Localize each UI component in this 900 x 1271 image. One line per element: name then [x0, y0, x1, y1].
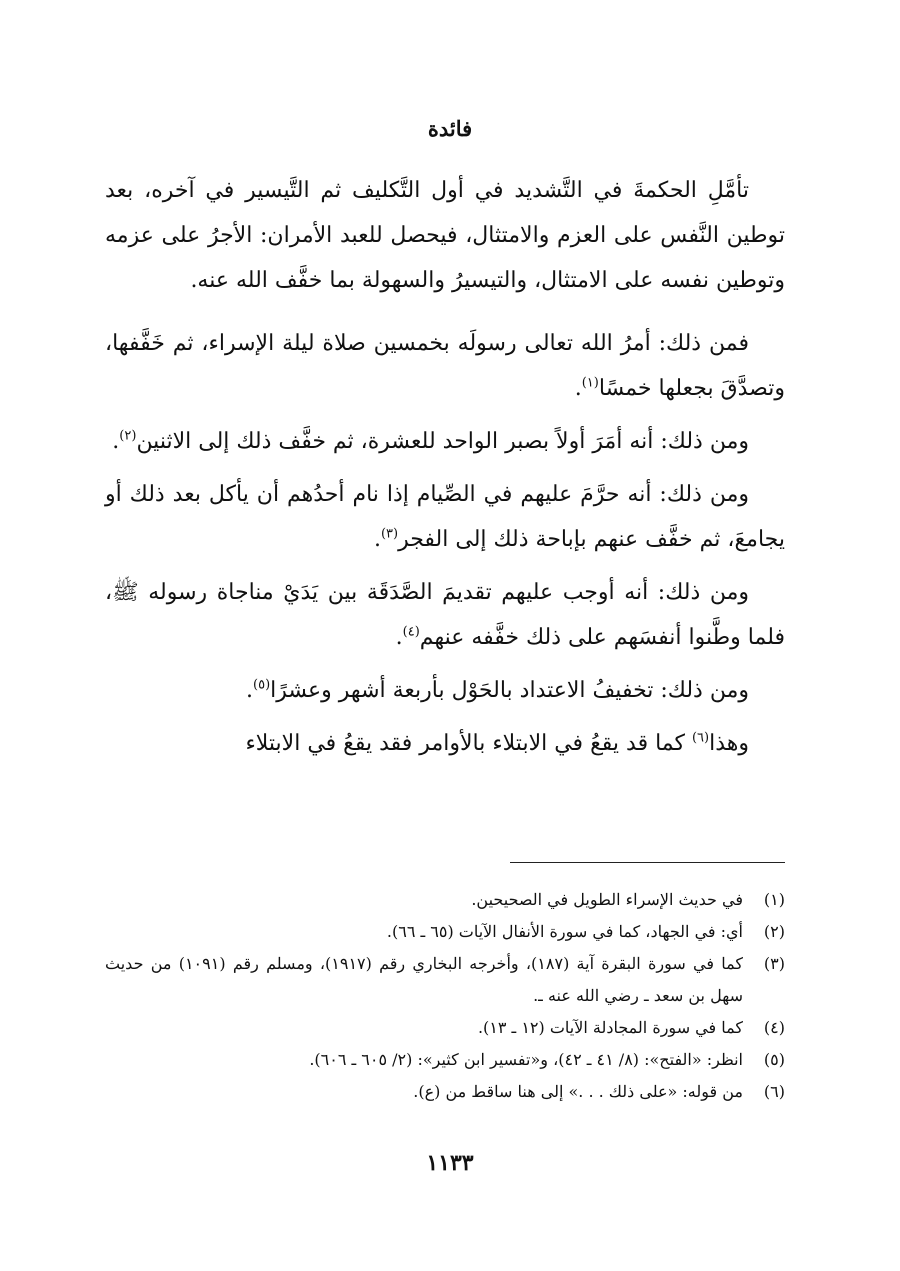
paragraph-example-3	[105, 472, 785, 562]
paragraph-example-2	[105, 419, 785, 464]
footnote-text: من قوله: «على ذلك . . .» إلى هنا ساقط من (ع).	[413, 1082, 743, 1101]
footnote-item	[105, 884, 785, 916]
footnote-ref-5[interactable]: (٥)	[253, 677, 271, 693]
paragraph-example-4	[105, 570, 785, 660]
footnote-item	[105, 1076, 785, 1108]
paragraph-text: ومن ذلك: تخفيفُ الاعتداد بالحَوْل بأربعة أشهر وعشرًا	[270, 678, 749, 703]
footnote-separator	[510, 862, 785, 863]
footnote-text: كما في سورة المجادلة الآيات (١٢ ـ ١٣).	[477, 1018, 743, 1037]
paragraph-text: فمن ذلك: أمرُ الله تعالى رسولَه بخمسين صلاة ليلة الإسراء، ثم خَفَّفها، وتصدَّقَ بجعلها خمسًا	[105, 331, 785, 401]
footnote-item	[105, 1044, 785, 1076]
footnote-number: (٦)	[763, 1082, 785, 1101]
paragraph-example-5	[105, 668, 785, 713]
paragraph-text: وهذا	[709, 731, 749, 756]
footnote-text: أي: في الجهاد، كما في سورة الأنفال الآيات (٦٥ ـ ٦٦).	[386, 922, 743, 941]
paragraph-tail: .	[574, 376, 582, 401]
footnote-number: (١)	[763, 890, 785, 909]
paragraph-example-1	[105, 321, 785, 411]
footnote-text: في حديث الإسراء الطويل في الصحيحين.	[471, 890, 743, 909]
footnote-number: (٤)	[763, 1018, 785, 1037]
section-title: فائدة	[427, 116, 473, 141]
page-number: ١١٣٣	[426, 1150, 474, 1176]
footnote-text: انظر: «الفتح»: (٨/ ٤١ ـ ٤٢)، و«تفسير ابن كثير»: (٢/ ٦٠٥ ـ ٦٠٦).	[309, 1050, 743, 1069]
footnote-text: كما في سورة البقرة آية (١٨٧)، وأخرجه البخاري رقم (١٩١٧)، ومسلم رقم (١٠٩١) من حديث سهل بن سعد ـ رضي الله عنه ـ.	[105, 954, 743, 1005]
paragraph-tail: .	[395, 625, 403, 650]
paragraph-text: ومن ذلك: أنه حرَّمَ عليهم في الصِّيام إذا نام أحدُهم أن يأكل بعد ذلك أو يجامعَ، ثم خفَّف عنهم بإباحة ذلك إلى الفجر	[105, 482, 785, 552]
footnote-number: (٥)	[763, 1050, 785, 1069]
paragraph-text: ومن ذلك: أنه أمَرَ أولاً بصبر الواحد للعشرة، ثم خفَّف ذلك إلى الاثنين	[136, 429, 749, 454]
paragraph-text: ومن ذلك: أنه أوجب عليهم تقديمَ الصَّدَقَة بين يَدَيْ مناجاة رسوله ﷺ، فلما وطَّنوا أنفسَهم على ذلك خفَّفه عنهم	[105, 580, 785, 650]
footnote-ref-4[interactable]: (٤)	[402, 624, 420, 640]
footnote-ref-1[interactable]: (١)	[581, 375, 599, 391]
paragraph-tail: .	[246, 678, 254, 703]
footnote-ref-2[interactable]: (٢)	[119, 428, 137, 444]
footnote-number: (٣)	[763, 954, 785, 973]
footnote-ref-3[interactable]: (٣)	[380, 526, 399, 542]
paragraph-intro	[105, 168, 785, 303]
paragraph-continuation	[105, 721, 785, 766]
footnote-item	[105, 1012, 785, 1044]
footnote-ref-6[interactable]: (٦)	[691, 730, 710, 746]
footnote-item	[105, 948, 785, 1012]
paragraph-tail: .	[373, 527, 381, 552]
paragraph-tail: .	[112, 429, 120, 454]
footnotes-list	[105, 884, 785, 1108]
paragraph-tail: كما قد يقعُ في الابتلاء بالأوامر فقد يقعُ في الابتلاء	[245, 731, 692, 756]
footnote-item	[105, 916, 785, 948]
footnote-number: (٢)	[763, 922, 785, 941]
main-text	[105, 168, 785, 774]
paragraph-text: تأمَّلِ الحكمةَ في التَّشديد في أول التَّكليف ثم التَّيسير في آخره، بعد توطين النَّفس على العزم والامتثال، فيحصل للعبد الأمران: الأجرُ على عزمه وتوطين نفسه على الامتثال، والتيسيرُ والسهولة بما خفَّف الله عنه.	[105, 178, 785, 293]
